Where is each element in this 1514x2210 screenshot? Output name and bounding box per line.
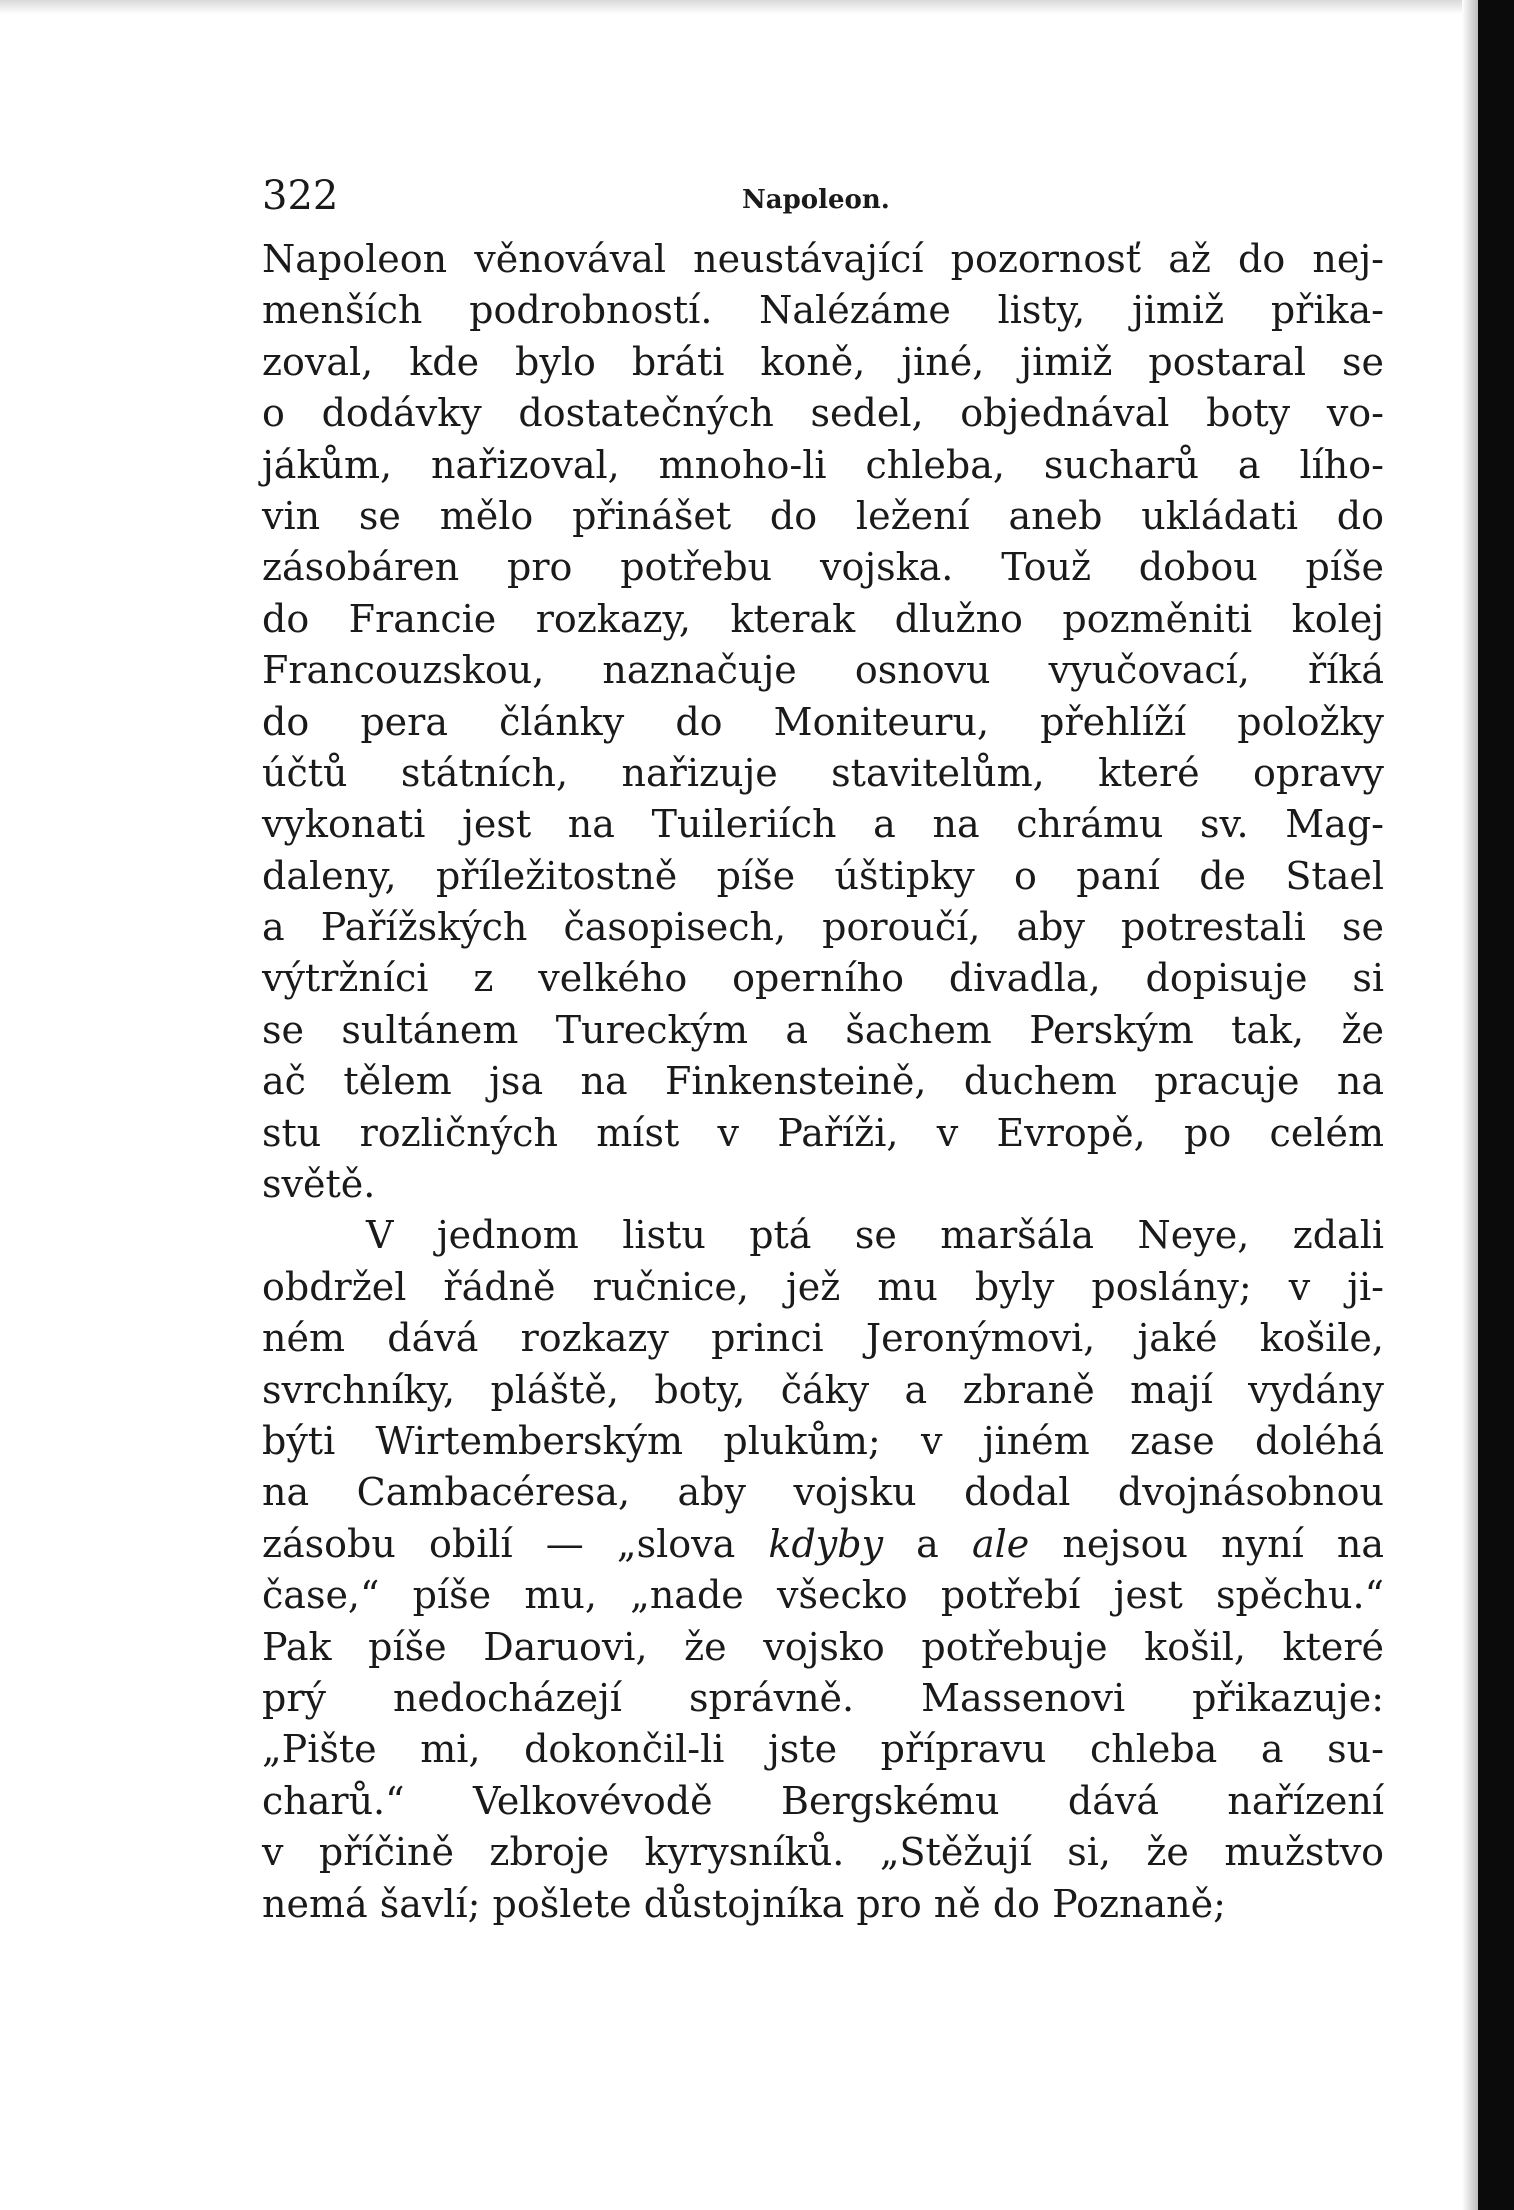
scan-top-edge	[0, 0, 1514, 14]
italic-word: ale	[971, 1521, 1030, 1566]
line-text: vykonati jest na Tuileriích a na chrámu sv. Mag-	[262, 802, 1384, 847]
text-line	[262, 1622, 1384, 1673]
line-text: Pak píše Daruovi, že vojsko potřebuje košil, které	[262, 1624, 1384, 1669]
paragraph	[262, 1210, 1384, 1929]
text-line	[262, 1108, 1384, 1159]
text-line	[262, 851, 1384, 902]
page-number: 322	[262, 173, 339, 219]
line-text: stu rozličných míst v Paříži, v Evropě, po celém	[262, 1110, 1384, 1155]
text-line	[262, 491, 1384, 542]
line-text: a	[883, 1521, 972, 1566]
line-text: výtržníci z velkého operního divadla, dopisuje si	[262, 956, 1384, 1001]
line-text: do pera články do Moniteuru, přehlíží položky	[262, 699, 1384, 744]
text-line	[262, 440, 1384, 491]
text-line	[262, 1673, 1384, 1724]
paragraph	[262, 234, 1384, 1210]
line-text: ném dává rozkazy princi Jeronýmovi, jaké košile,	[262, 1316, 1384, 1361]
text-line	[262, 1365, 1384, 1416]
body-text	[262, 234, 1384, 1930]
line-text: vin se mělo přinášet do ležení aneb ukládati do	[262, 493, 1384, 538]
line-text: a Pařížských časopisech, poroučí, aby potrestali se	[262, 905, 1384, 950]
text-line	[262, 1827, 1384, 1878]
line-text: zoval, kde bylo bráti koně, jiné, jimiž postaral se	[262, 339, 1384, 384]
text-line	[262, 799, 1384, 850]
text-line	[262, 388, 1384, 439]
line-text: o dodávky dostatečných sedel, objednával boty vo-	[262, 391, 1384, 436]
line-text: v příčině zbroje kyrysníků. „Stěžují si, že mužstvo	[262, 1830, 1384, 1875]
line-text: se sultánem Tureckým a šachem Perským tak, že	[262, 1007, 1384, 1052]
text-line	[262, 1056, 1384, 1107]
line-text: Francouzskou, naznačuje osnovu vyučovací, říká	[262, 648, 1384, 693]
scan-dark-border	[1478, 0, 1514, 2210]
text-line	[262, 1724, 1384, 1775]
book-page	[262, 170, 1384, 1930]
line-text: charů.“ Velkovévodě Bergskému dává nařízení	[262, 1778, 1384, 1823]
text-line	[262, 1210, 1384, 1261]
text-line	[262, 1879, 1384, 1930]
line-text: do Francie rozkazy, kterak dlužno pozměniti kolej	[262, 596, 1384, 641]
text-line	[262, 902, 1384, 953]
line-text: účtů státních, nařizuje stavitelům, které opravy	[262, 750, 1384, 795]
line-text: ač tělem jsa na Finkensteině, duchem pracuje na	[262, 1059, 1384, 1104]
text-line	[262, 697, 1384, 748]
text-line	[262, 1159, 1384, 1210]
line-text: prý nedocházejí správně. Massenovi přikazuje:	[262, 1675, 1384, 1720]
text-line	[262, 1005, 1384, 1056]
line-text: obdržel řádně ručnice, jež mu byly poslány; v ji-	[262, 1264, 1384, 1309]
text-line	[262, 1416, 1384, 1467]
line-text: daleny, příležitostně píše úštipky o paní de Stael	[262, 853, 1384, 898]
line-text: svrchníky, pláště, boty, čáky a zbraně mají vydány	[262, 1367, 1384, 1412]
page-header	[262, 170, 1384, 234]
text-line	[262, 748, 1384, 799]
line-text: nejsou nyní na	[1029, 1521, 1384, 1566]
line-text: čase,“ píše mu, „nade všecko potřebí jest spěchu.“	[262, 1573, 1384, 1618]
scan-gutter-shadow	[1462, 0, 1478, 2210]
line-text: „Pište mi, dokončil-li jste přípravu chleba a su-	[262, 1727, 1384, 1772]
text-line	[262, 1776, 1384, 1827]
text-line	[262, 1570, 1384, 1621]
line-text: V jednom listu ptá se maršála Neye, zdali	[366, 1213, 1384, 1258]
text-line	[262, 234, 1384, 285]
line-text: nemá šavlí; pošlete důstojníka pro ně do Poznaně;	[262, 1881, 1226, 1926]
text-line	[262, 1262, 1384, 1313]
line-text: býti Wirtemberským plukům; v jiném zase doléhá	[262, 1418, 1384, 1463]
text-line	[262, 953, 1384, 1004]
text-line	[262, 1467, 1384, 1518]
text-line	[262, 542, 1384, 593]
running-head: Napoleon.	[742, 185, 890, 215]
line-text: světě.	[262, 1162, 376, 1207]
text-line	[262, 337, 1384, 388]
line-text: zásobu obilí — „slova	[262, 1521, 769, 1566]
line-text: na Cambacéresa, aby vojsku dodal dvojnásobnou	[262, 1470, 1384, 1515]
text-line	[262, 645, 1384, 696]
text-line	[262, 1313, 1384, 1364]
line-text: menších podrobností. Nalézáme listy, jimiž přika-	[262, 288, 1384, 333]
text-line	[262, 1519, 1384, 1570]
text-line	[262, 285, 1384, 336]
line-text: zásobáren pro potřebu vojska. Touž dobou píše	[262, 545, 1384, 590]
line-text: Napoleon věnovával neustávající pozornosť až do nej-	[262, 237, 1384, 281]
italic-word: kdyby	[768, 1521, 884, 1566]
line-text: jákům, nařizoval, mnoho-li chleba, sucharů a lího-	[262, 442, 1384, 487]
text-line	[262, 594, 1384, 645]
